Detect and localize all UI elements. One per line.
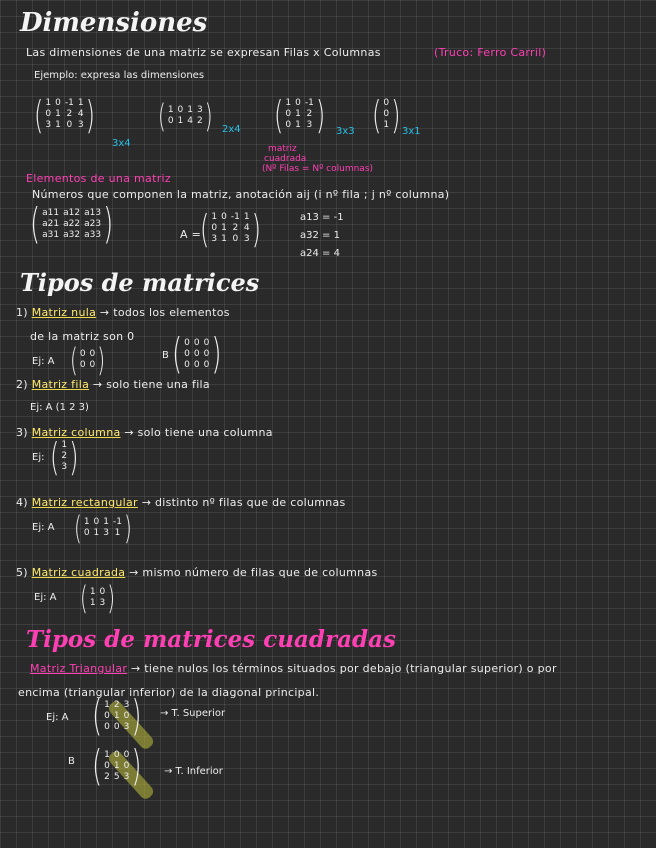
type-4-name: Matriz rectangular [31, 496, 138, 509]
right-paren: ) [391, 92, 401, 137]
square-note-3: (Nº Filas = Nº columnas) [262, 164, 374, 174]
matrix-a [200, 206, 261, 251]
type-1-name: Matriz nula [31, 306, 97, 319]
left-paren: ( [34, 92, 44, 137]
type-3-desc: → solo tiene una columna [124, 426, 273, 439]
matrix-body [92, 692, 142, 741]
matrix-cell: 3 [211, 234, 218, 244]
matrix-cell: a13 [84, 208, 102, 218]
dim-label-3x3: 3x3 [336, 126, 355, 137]
matrix-cell: 0 [113, 722, 120, 732]
null-matrix-a [70, 340, 106, 379]
dim-label-3x4: 3x4 [112, 138, 131, 149]
matrix-cell: 1 [104, 700, 110, 710]
type-1-desc2: de la matriz son 0 [30, 330, 135, 343]
matrix-cell: 1 [167, 104, 174, 115]
matrix-cell: 1 [383, 120, 390, 130]
square-types-title: Tipos de matrices cuadradas [26, 626, 396, 653]
matrix-cell: 3 [61, 462, 68, 472]
type-1-desc: → todos los elementos [99, 306, 230, 319]
matrix-cell: 0 [285, 120, 292, 130]
left-paren: ( [74, 508, 82, 547]
matrix-cell: a23 [84, 219, 102, 229]
matrix-cell: 0 [383, 98, 390, 108]
matrix-cell: 1 [113, 761, 120, 771]
matrix-cell: 0 [177, 104, 184, 115]
matrix-cell: a12 [63, 208, 81, 218]
matrix-cell: 1 [221, 234, 227, 244]
right-paren: ) [204, 96, 213, 135]
type-5-desc: → mismo número de filas que de columnas [129, 566, 378, 579]
example-label: Ejemplo: expresa las dimensiones [34, 70, 205, 81]
matrix-cell: 3 [45, 120, 52, 130]
type-2-name: Matriz fila [31, 378, 90, 391]
left-paren: ( [172, 330, 183, 379]
triangular-desc-1: → tiene nulos los términos situados por debajo (triangular superior) o por [130, 662, 557, 675]
type-1-ex-b: B [162, 350, 169, 361]
right-paren: ) [107, 578, 116, 617]
type-3-name: Matriz columna [31, 426, 121, 439]
right-paren: ) [251, 206, 261, 251]
type-2-desc: → solo tiene una fila [92, 378, 210, 391]
left-paren: ( [92, 692, 103, 741]
entry-a24: a24 = 4 [300, 248, 340, 259]
matrix-cell: 0 [123, 711, 130, 721]
matrix-cell: 0 [79, 348, 86, 359]
matrix-cell: 1 [83, 516, 90, 527]
matrix-cell: 1 [55, 120, 61, 130]
matrix-cell: 0 [295, 98, 301, 108]
matrix-cell: 1 [187, 104, 194, 115]
matrix-cell: 1 [243, 212, 250, 222]
type-4-line [16, 496, 346, 509]
triangular-desc-2: encima (triangular inferior) de la diagonal principal. [18, 686, 320, 699]
matrix-body [70, 340, 106, 379]
left-paren: ( [50, 434, 60, 479]
matrix-cell: 0 [113, 750, 120, 760]
matrix-cell: 3 [123, 772, 130, 782]
dimensiones-title: Dimensiones [20, 8, 208, 38]
generic-matrix [30, 200, 114, 249]
type-3-ex: Ej: [32, 452, 45, 463]
matrix-cell: 0 [167, 115, 174, 126]
dim-label-2x4: 2x4 [222, 124, 241, 135]
types-title: Tipos de matrices [20, 268, 260, 297]
matrix-cell: 0 [45, 109, 52, 119]
matrix-body [74, 508, 132, 547]
matrix-body [30, 200, 114, 249]
matrix-cell: 0 [211, 223, 218, 233]
left-paren: ( [274, 92, 284, 137]
matrix-cell: -1 [230, 212, 240, 222]
type-1-line [16, 306, 230, 319]
matrix-cell: 2 [61, 451, 68, 461]
matrix-cell: 1 [104, 750, 110, 760]
matrix-cell: -1 [113, 516, 122, 527]
matrix-cell: 1 [295, 109, 301, 119]
matrix-3x3 [274, 92, 326, 137]
matrix-cell: 4 [243, 223, 250, 233]
matrix-cell: 4 [187, 115, 194, 126]
upper-triangular-matrix [92, 692, 142, 741]
matrix-cell: 1 [211, 212, 218, 222]
type-4-desc: → distinto nº filas que de columnas [141, 496, 346, 509]
matrix-cell: 0 [203, 360, 210, 370]
matrix-cell: 0 [83, 527, 90, 538]
matrix-3x1 [372, 92, 401, 137]
matrix-cell: 2 [232, 223, 239, 233]
matrix-cell: 0 [193, 338, 200, 348]
matrix-cell: 2 [104, 772, 110, 782]
matrix-body [50, 434, 79, 479]
triangular-line [30, 662, 557, 675]
matrix-cell: 0 [193, 360, 200, 370]
matrix-cell: a22 [63, 219, 81, 229]
matrix-cell: a33 [84, 230, 102, 240]
matrix-cell: 0 [383, 109, 390, 119]
matrix-cell: 3 [77, 120, 84, 130]
type-1-ex: Ej: A [32, 356, 55, 367]
matrix-body [92, 742, 142, 791]
lower-triangular-matrix [92, 742, 142, 791]
type-5-line [16, 566, 378, 579]
entry-a13: a13 = -1 [300, 212, 344, 223]
matrix-cell: 0 [99, 586, 106, 597]
matrix-cell: 0 [104, 722, 110, 732]
left-paren: ( [80, 578, 88, 617]
type-1-num: 1) [16, 306, 28, 319]
matrix-cell: a21 [42, 219, 60, 229]
matrix-cell: 0 [123, 761, 130, 771]
right-paren: ) [69, 434, 79, 479]
matrix-cell: 1 [221, 223, 227, 233]
right-paren: ) [211, 330, 222, 379]
matrix-cell: 0 [221, 212, 227, 222]
right-paren: ) [103, 200, 114, 249]
matrix-cell: 4 [77, 109, 84, 119]
matrix-cell: 0 [66, 120, 73, 130]
rect-matrix [74, 508, 132, 547]
matrix-cell: 0 [93, 516, 100, 527]
square-note-2: cuadrada [264, 154, 307, 164]
column-matrix [50, 434, 79, 479]
matrix-body [200, 206, 261, 251]
entry-a32: a32 = 1 [300, 230, 340, 241]
right-paren: ) [85, 92, 95, 137]
matrix-cell: 3 [243, 234, 250, 244]
lower-label: → T. Inferior [164, 766, 223, 777]
left-paren: ( [372, 92, 382, 137]
matrix-cell: 1 [93, 527, 100, 538]
matrix-cell: 2 [66, 109, 73, 119]
right-paren: ) [97, 340, 106, 379]
matrix-cell: 1 [89, 586, 96, 597]
matrix-cell: 0 [123, 750, 130, 760]
matrix-cell: a11 [42, 208, 60, 218]
matrix-cell: a31 [42, 230, 60, 240]
matrix-cell: 1 [55, 109, 61, 119]
matrix-cell: 1 [113, 711, 120, 721]
matrix-body [172, 330, 222, 379]
matrix-cell: 1 [45, 98, 52, 108]
matrix-cell: 1 [114, 527, 121, 538]
type-3-num: 3) [16, 426, 28, 439]
matrix-body [158, 96, 213, 135]
left-paren: ( [70, 340, 78, 379]
matrix-cell: 0 [104, 761, 110, 771]
matrix-cell: 1 [89, 597, 96, 608]
matrix-cell: 1 [77, 98, 84, 108]
type-4-num: 4) [16, 496, 28, 509]
matrix-cell: 0 [193, 349, 200, 359]
right-paren: ) [131, 742, 142, 791]
matrix-cell: 0 [203, 338, 210, 348]
type-5-name: Matriz cuadrada [31, 566, 126, 579]
matrix-cell: 0 [203, 349, 210, 359]
matrix-cell: 2 [197, 115, 203, 126]
null-matrix-b [172, 330, 222, 379]
matrix-cell: 3 [123, 700, 130, 710]
type-4-ex: Ej: A [32, 522, 55, 533]
matrix-cell: 0 [79, 359, 86, 370]
matrix-cell: 3 [99, 597, 106, 608]
elements-title: Elementos de una matriz [26, 172, 171, 185]
type-5-ex: Ej: A [34, 592, 57, 603]
matrix-cell: 1 [61, 440, 68, 450]
matrix-cell: -1 [304, 98, 314, 108]
matrix-body [274, 92, 326, 137]
type-2-num: 2) [16, 378, 28, 391]
dimensiones-trick: (Truco: Ferro Carril) [434, 46, 547, 59]
triangular-name: Matriz Triangular [30, 662, 128, 675]
matrix-cell: 0 [184, 349, 190, 359]
dimensiones-intro: Las dimensiones de una matriz se expresan Filas x Columnas [26, 46, 381, 59]
matrix-body [80, 578, 116, 617]
left-paren: ( [92, 742, 103, 791]
matrix-cell: 0 [89, 348, 96, 359]
right-paren: ) [124, 508, 132, 547]
matrix-cell: 1 [295, 120, 301, 130]
square-note-1: matriz [268, 144, 297, 154]
matrix-cell: 0 [55, 98, 61, 108]
matrix-cell: 0 [89, 359, 96, 370]
matrix-cell: -1 [64, 98, 74, 108]
matrix-3x4 [34, 92, 95, 137]
matrix-cell: 0 [285, 109, 292, 119]
matrix-cell: 0 [184, 338, 190, 348]
matrix-cell: 5 [113, 772, 120, 782]
matrix-body [34, 92, 95, 137]
matrix-cell: 3 [103, 527, 110, 538]
matrix-cell: 1 [103, 516, 110, 527]
type-2-line [16, 378, 210, 391]
matrix-cell: 3 [123, 722, 130, 732]
matrix-cell: 0 [184, 360, 190, 370]
matrix-cell: 2 [306, 109, 313, 119]
matrix-cell: 1 [177, 115, 184, 126]
matrix-2x4 [158, 96, 213, 135]
left-paren: ( [200, 206, 210, 251]
left-paren: ( [30, 200, 41, 249]
matrix-body [372, 92, 401, 137]
upper-label: → T. Superior [160, 708, 226, 719]
type-2-ex: Ej: A (1 2 3) [30, 402, 89, 413]
matrix-cell: a32 [63, 230, 81, 240]
dim-label-3x1: 3x1 [402, 126, 421, 137]
matrix-cell: 3 [306, 120, 313, 130]
elements-desc: Números que componen la matriz, anotación aij (i nº fila ; j nº columna) [32, 188, 450, 201]
square-matrix [80, 578, 116, 617]
matrix-cell: 3 [197, 104, 203, 115]
right-paren: ) [315, 92, 326, 137]
matrix-cell: 2 [113, 700, 120, 710]
matrix-cell: 0 [232, 234, 239, 244]
tri-ex-b: B [68, 756, 75, 767]
matrix-cell: 0 [104, 711, 110, 721]
matrix-cell: 1 [285, 98, 292, 108]
type-5-num: 5) [16, 566, 28, 579]
tri-ex-a: Ej: A [46, 712, 69, 723]
matrix-a-label: A = [180, 228, 202, 241]
left-paren: ( [158, 96, 166, 135]
right-paren: ) [131, 692, 142, 741]
